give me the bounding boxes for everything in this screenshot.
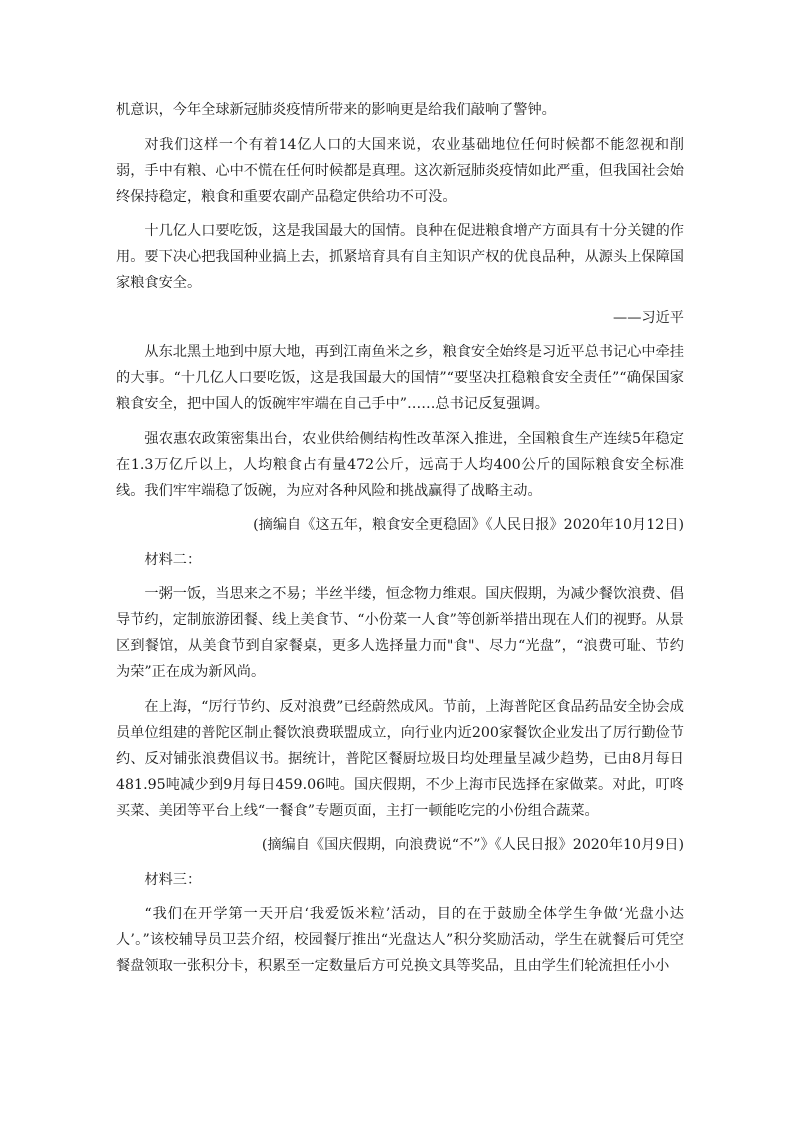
document-body	[116, 97, 684, 988]
material-3-label: 材料三：	[144, 871, 202, 888]
paragraph-national-day-frugality: 一粥一饭，当思来之不易；半丝半缕，恒念物力维艰。国庆假期，为减少餐饮浪费、倡导节约，定制旅游团餐、线上美食节、“小份菜一人食”等创新举措出现在人们的视野。从景区到餐馆，从美食节到自家餐桌，更多人选择量力而"食"、尽力“光盘”，“浪费可耻、节约为荣”正在成为新风尚。	[116, 586, 684, 680]
source-citation-1: (摘编自《这五年，粮食安全更稳固》《人民日报》2020年10月12日)	[253, 517, 684, 533]
paragraph-continuation: 机意识，今年全球新冠肺炎疫情所带来的影响更是给我们敲响了警钟。	[116, 102, 556, 118]
paragraph-grain-production: 强农惠农政策密集出台，农业供给侧结构性改革深入推进，全国粮食生产连续5年稳定在1.3万亿斤以上，人均粮食占有量472公斤，远高于人均400公斤的国际粮食安全标准线。我们牢牢端稳了饭碗，为应对各种风险和挑战赢得了战略主动。	[116, 430, 684, 499]
quote-attribution: ——习近平	[613, 309, 684, 326]
source-citation-2: (摘编自《国庆假期，向浪费说“不”》《人民日报》2020年10月9日)	[261, 837, 684, 853]
paragraph-seed-industry: 十几亿人口要吃饭，这是我国最大的国情。良种在促进粮食增产方面具有十分关键的作用。要下决心把我国种业搞上去，抓紧培育具有自主知识产权的优良品种，从源头上保障国家粮食安全。	[116, 223, 684, 291]
paragraph-school-clean-plate: “我们在开学第一天开启‘我爱饭米粒’活动，目的在于鼓励全体学生争做‘光盘小达人’。”该校辅导员卫芸介绍，校园餐厅推出“光盘达人”积分奖励活动，学生在就餐后可凭空餐盘领取一张积分卡，积累至一定数量后方可兑换文具等奖品，且由学生们轮流担任小小	[116, 906, 684, 974]
material-2-label: 材料二：	[144, 551, 202, 568]
paragraph-shanghai-campaign: 在上海，“厉行节约、反对浪费”已经蔚然成风。节前，上海普陀区食品药品安全协会成员单位组建的普陀区制止餐饮浪费联盟成立，向行业内近200家餐饮企业发出了厉行勤俭节约、反对铺张浪费倡议书。据统计，普陀区餐厨垃圾日均处理量呈减少趋势，已由8月每日481.95吨减少到9月每日459.06吨。国庆假期，不少上海市民选择在家做菜。对此，叮咚买菜、美团等平台上线“一餐食”专题页面，主打一顿能吃完的小份组合蔬菜。	[116, 698, 684, 819]
paragraph-food-security-concern: 从东北黑土地到中原大地，再到江南鱼米之乡，粮食安全始终是习近平总书记心中牵挂的大事。“十几亿人口要吃饭，这是我国最大的国情”“要坚决扛稳粮食安全责任”“确保国家粮食安全，把中国人的饭碗牢牢端在自己手中”……总书记反复强调。	[116, 344, 684, 412]
paragraph-agriculture-foundation: 对我们这样一个有着14亿人口的大国来说，农业基础地位任何时候都不能忽视和削弱，手中有粮、心中不慌在任何时候都是真理。这次新冠肺炎疫情如此严重，但我国社会始终保持稳定，粮食和重要农副产品稳定供给功不可没。	[116, 136, 684, 205]
